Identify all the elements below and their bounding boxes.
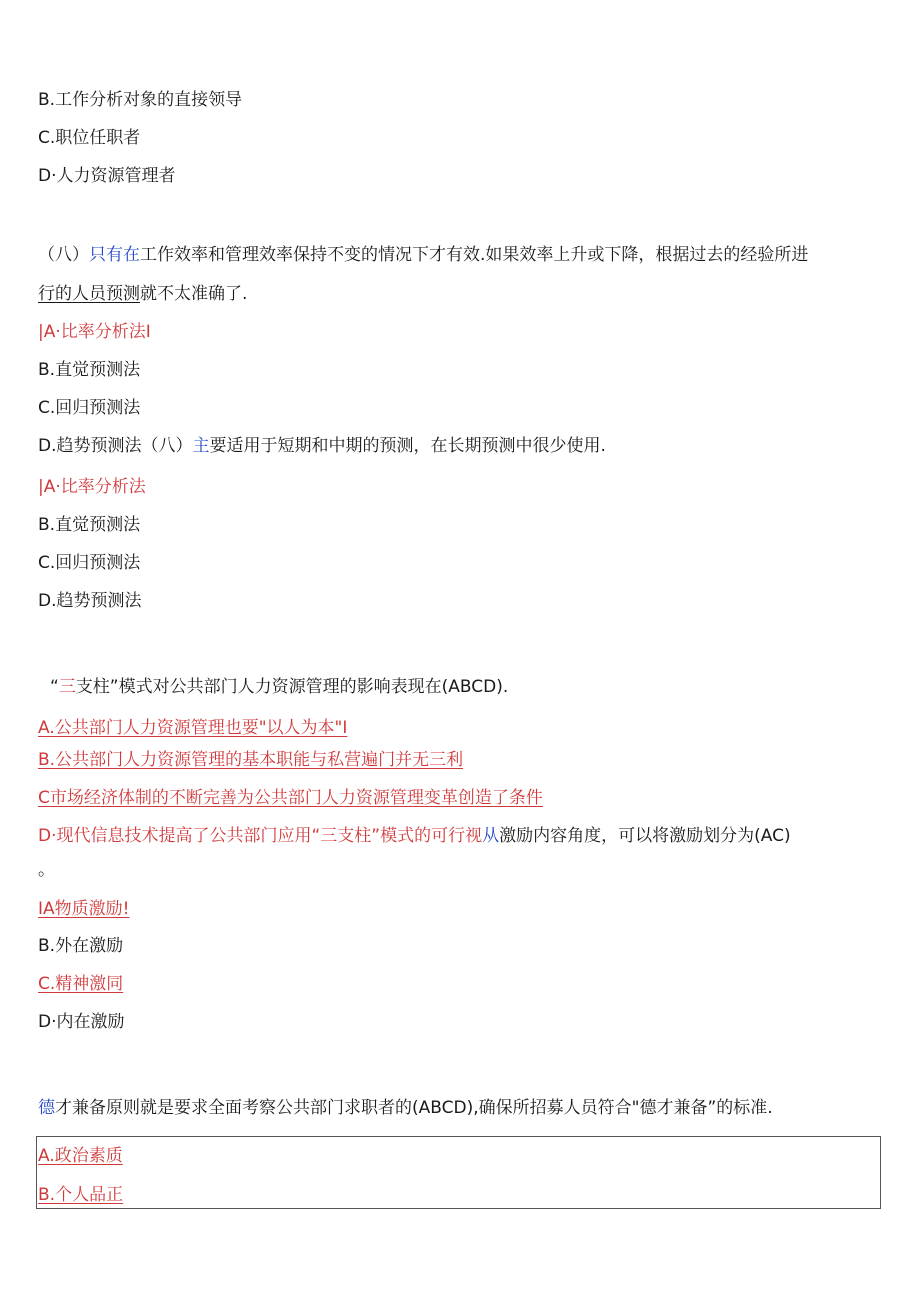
stem-highlight: 德 [38,1098,55,1118]
option-a-answer: A.公共部门人力资源管理也要"以人为本"I [38,718,348,738]
question-stem-line-1 [38,243,808,267]
question-stem [38,1096,773,1120]
next-stem-text: 要适用于短期和中期的预测，在长期预测中很少使用. [209,436,606,456]
stem-underlined: 行的人员预测 [38,284,140,304]
stem-highlight: 只有在 [89,245,140,265]
stem-highlight: 主 [192,436,210,456]
option-c: C.回归预测法 [38,553,141,573]
option-c: C.职位任职者 [38,128,141,148]
option-a-answer: |A·比率分析法I [38,322,151,342]
option-d-answer: D·现代信息技术提高了公共部门应用“三支柱”模式的可行视 [38,826,483,846]
stem-highlight: 三 [58,677,76,697]
option-b: B.外在激励 [38,936,124,956]
stem-quote: “ [50,677,59,697]
stem-tail: 。 [38,860,55,880]
option-b-answer: B.公共部门人力资源管理的基本职能与私营遍门并无三利 [38,750,464,770]
option-b-answer: B.个人品正 [38,1185,124,1205]
option-a-answer: IA物质激励! [38,899,130,919]
next-stem-text: 激励内容角度，可以将激励划分为(AC) [499,826,791,846]
option-a-answer: |A·比率分析法 [38,477,146,497]
option-b: B.直觉预测法 [38,360,141,380]
stem-text: 支柱”模式对公共部门人力资源管理的影响表现在(ABCD). [75,677,509,697]
option-d-with-next-stem [38,434,606,458]
option-d: D·内在激励 [38,1012,125,1032]
stem-text: 就不太准确了. [140,284,248,304]
option-d: D·人力资源管理者 [38,166,176,186]
question-stem [50,675,508,699]
option-d-with-next-stem [38,824,791,848]
option-c-answer: C市场经济体制的不断完善为公共部门人力资源管理变革创造了条件 [38,788,543,808]
stem-prefix: （八） [38,245,89,265]
question-stem-line-2 [38,282,247,306]
option-c-answer: C.精神激同 [38,974,124,994]
option-b: B.工作分析对象的直接领导 [38,90,243,110]
answer-box [36,1136,881,1209]
stem-text: 才兼备原则就是要求全面考察公共部门求职者的(ABCD),确保所招募人员符合"德才兼备”的标准. [55,1098,773,1118]
option-b: B.直觉预测法 [38,515,141,535]
option-c: C.回归预测法 [38,398,141,418]
option-a-answer: A.政治素质 [38,1146,123,1166]
option-d: D.趋势预测法 [38,591,142,611]
stem-highlight: 从 [482,826,500,846]
stem-text: 工作效率和管理效率保持不变的情况下才有效.如果效率上升或下降，根据过去的经验所进 [140,245,809,265]
option-d-text: D.趋势预测法（八） [38,436,193,456]
